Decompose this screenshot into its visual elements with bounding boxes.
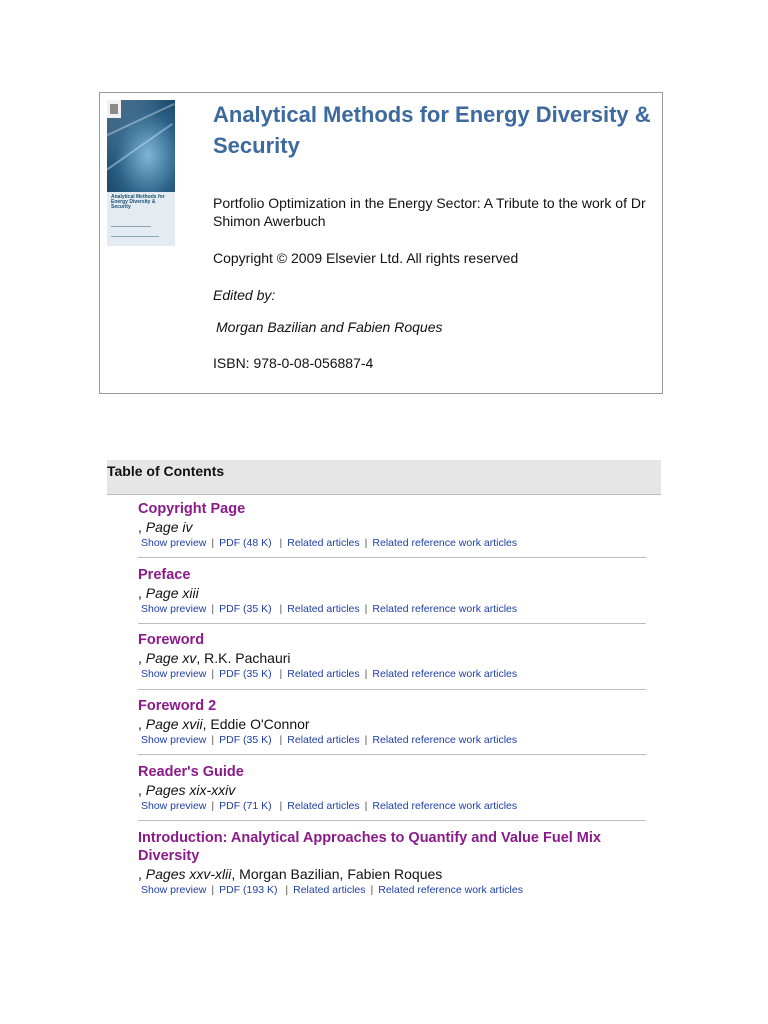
related-reference-link[interactable]: Related reference work articles — [378, 884, 523, 896]
cover-title: Analytical Methods for Energy Diversity & Security — [111, 194, 165, 210]
edited-by-label: Edited by: — [213, 287, 276, 303]
related-reference-link[interactable]: Related reference work articles — [372, 734, 518, 746]
publisher-logo-icon — [107, 100, 121, 118]
entry-meta — [138, 584, 646, 602]
entry-prefix: , — [138, 650, 146, 666]
entry-prefix: , — [138, 866, 146, 882]
book-subtitle: Portfolio Optimization in the Energy Sector: A Tribute to the work of Dr Shimon Awerbuch — [213, 195, 646, 229]
entry-pages: Pages xxv-xlii — [145, 866, 232, 882]
entry-divider — [138, 623, 646, 624]
related-articles-link[interactable]: Related articles — [287, 800, 360, 812]
entry-pages: Page xv — [145, 650, 197, 666]
link-separator: | — [364, 668, 368, 680]
related-articles-link[interactable]: Related articles — [287, 668, 360, 680]
entry-meta — [138, 518, 646, 536]
related-reference-link[interactable]: Related reference work articles — [372, 800, 518, 812]
show-preview-link[interactable]: Show preview — [141, 800, 207, 812]
link-separator: | — [364, 734, 368, 746]
related-articles-link[interactable]: Related articles — [287, 537, 360, 549]
entry-pages: Pages xix-xxiv — [145, 782, 236, 798]
copyright-notice: Copyright © 2009 Elsevier Ltd. All rights reserved — [213, 250, 519, 266]
link-separator: | — [211, 800, 215, 812]
entry-links — [141, 733, 646, 747]
related-articles-link[interactable]: Related articles — [293, 884, 366, 896]
link-separator: | — [276, 800, 283, 812]
cover-author-line — [111, 226, 151, 227]
pdf-link[interactable]: PDF (71 K) — [219, 800, 272, 812]
entry-authors: , Morgan Bazilian, Fabien Roques — [231, 866, 443, 882]
entry-pages: Page xiii — [145, 585, 199, 601]
link-separator: | — [370, 884, 374, 896]
entry-meta — [138, 715, 646, 733]
entry-authors: , R.K. Pachauri — [196, 650, 291, 666]
show-preview-link[interactable]: Show preview — [141, 537, 207, 549]
entry-prefix: , — [138, 782, 146, 798]
link-separator: | — [276, 734, 283, 746]
entry-prefix: , — [138, 716, 146, 732]
entry-title-link[interactable]: Copyright Page — [138, 501, 246, 517]
toc-header — [107, 460, 661, 495]
entry-title-link[interactable]: Foreword 2 — [138, 698, 217, 714]
related-articles-link[interactable]: Related articles — [287, 734, 360, 746]
link-separator: | — [364, 537, 368, 549]
entry-title-link[interactable]: Introduction: Analytical Approaches to Quantify and Value Fuel Mix Diversity — [138, 830, 601, 864]
pdf-link[interactable]: PDF (193 K) — [219, 884, 278, 896]
entry-meta — [138, 649, 646, 667]
show-preview-link[interactable]: Show preview — [141, 668, 207, 680]
related-reference-link[interactable]: Related reference work articles — [372, 537, 518, 549]
entry-title-link[interactable]: Preface — [138, 567, 191, 583]
related-reference-link[interactable]: Related reference work articles — [372, 603, 518, 615]
book-title: Analytical Methods for Energy Diversity & Security — [213, 102, 651, 158]
toc-heading: Table of Contents — [107, 463, 225, 479]
cover-title-panel — [107, 192, 175, 246]
entry-title-link[interactable]: Foreword — [138, 632, 205, 648]
toc-entry — [138, 829, 646, 897]
toc-entry — [138, 697, 646, 747]
link-separator: | — [211, 668, 215, 680]
show-preview-link[interactable]: Show preview — [141, 734, 207, 746]
entry-pages: Page iv — [145, 519, 193, 535]
book-cover-image[interactable] — [107, 100, 175, 246]
link-separator: | — [364, 800, 368, 812]
entry-authors: , Eddie O'Connor — [202, 716, 310, 732]
pdf-link[interactable]: PDF (35 K) — [219, 734, 272, 746]
entry-title-link[interactable]: Reader's Guide — [138, 764, 244, 780]
toc-entry — [138, 631, 646, 681]
link-separator: | — [364, 603, 368, 615]
entry-links — [141, 799, 646, 813]
pdf-link[interactable]: PDF (35 K) — [219, 603, 272, 615]
link-separator: | — [276, 537, 283, 549]
entry-prefix: , — [138, 585, 146, 601]
entry-divider — [138, 557, 646, 558]
editors-names: Morgan Bazilian and Fabien Roques — [216, 319, 443, 335]
cover-editors-line — [111, 236, 159, 237]
isbn: ISBN: 978-0-08-056887-4 — [213, 355, 374, 371]
link-separator: | — [211, 884, 215, 896]
entry-divider — [138, 689, 646, 690]
link-separator: | — [276, 668, 283, 680]
link-separator: | — [211, 537, 215, 549]
link-separator: | — [276, 603, 283, 615]
toc-entry — [138, 763, 646, 813]
book-info-box — [99, 92, 663, 394]
entry-prefix: , — [138, 519, 146, 535]
pdf-link[interactable]: PDF (35 K) — [219, 668, 272, 680]
entry-meta — [138, 781, 646, 799]
show-preview-link[interactable]: Show preview — [141, 603, 207, 615]
entry-links — [141, 536, 646, 550]
related-articles-link[interactable]: Related articles — [287, 603, 360, 615]
entry-meta — [138, 865, 646, 883]
show-preview-link[interactable]: Show preview — [141, 884, 207, 896]
toc-entry — [138, 566, 646, 616]
toc-entry — [138, 500, 646, 550]
link-separator: | — [211, 734, 215, 746]
entry-divider — [138, 820, 646, 821]
entry-links — [141, 883, 646, 897]
entry-pages: Page xvii — [145, 716, 203, 732]
related-reference-link[interactable]: Related reference work articles — [372, 668, 518, 680]
link-separator: | — [211, 603, 215, 615]
link-separator: | — [282, 884, 289, 896]
entry-links — [141, 602, 646, 616]
entry-divider — [138, 754, 646, 755]
entry-links — [141, 667, 646, 681]
pdf-link[interactable]: PDF (48 K) — [219, 537, 272, 549]
